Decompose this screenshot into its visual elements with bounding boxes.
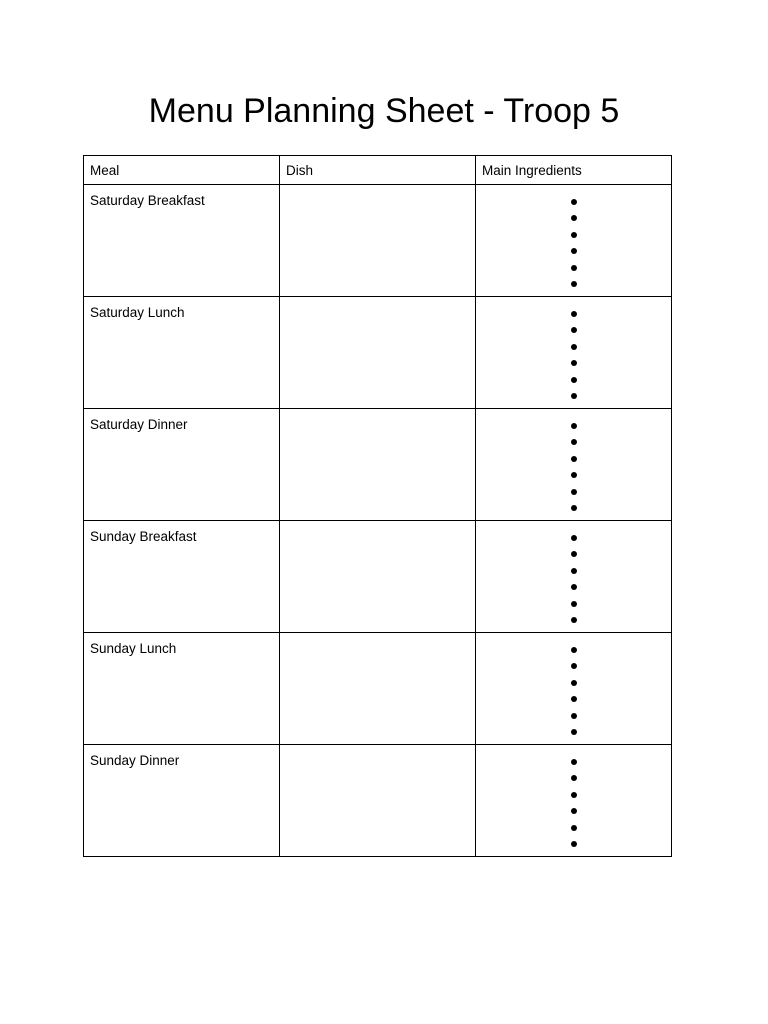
ingredient-bullet[interactable] [476,355,671,371]
page-title: Menu Planning Sheet - Troop 5 [148,92,620,130]
ingredient-bullet-list [476,409,671,516]
ingredient-bullet[interactable] [476,451,671,467]
ingredient-bullet[interactable] [476,434,671,450]
meal-label: Sunday Breakfast [90,529,197,544]
ingredient-bullet-list [476,521,671,628]
table-row [84,409,672,521]
meal-label: Saturday Lunch [90,305,185,320]
ingredient-bullet[interactable] [476,579,671,595]
table-row [84,745,672,857]
ingredient-bullet[interactable] [476,243,671,259]
dish-cell[interactable] [280,745,476,857]
ingredient-bullet[interactable] [476,210,671,226]
ingredient-bullet[interactable] [476,724,671,740]
ingredients-cell[interactable] [476,521,672,633]
ingredient-bullet[interactable] [476,306,671,322]
ingredients-cell[interactable] [476,297,672,409]
table-row [84,297,672,409]
menu-planning-table [83,155,672,857]
ingredient-bullet[interactable] [476,500,671,516]
ingredient-bullet[interactable] [476,260,671,276]
ingredient-bullet[interactable] [476,658,671,674]
ingredient-bullet-list [476,297,671,404]
ingredients-cell[interactable] [476,745,672,857]
ingredient-bullet[interactable] [476,642,671,658]
table-row [84,521,672,633]
ingredient-bullet[interactable] [476,836,671,852]
ingredient-bullet[interactable] [476,194,671,210]
meal-cell [84,521,280,633]
dish-cell[interactable] [280,297,476,409]
meal-cell [84,409,280,521]
table-row [84,185,672,297]
ingredient-bullet[interactable] [476,388,671,404]
ingredient-bullet-list [476,185,671,292]
meal-cell [84,185,280,297]
ingredient-bullet[interactable] [476,339,671,355]
ingredient-bullet[interactable] [476,276,671,292]
ingredient-bullet[interactable] [476,484,671,500]
meal-label: Sunday Lunch [90,641,177,656]
ingredient-bullet[interactable] [476,612,671,628]
ingredient-bullet[interactable] [476,691,671,707]
dish-cell[interactable] [280,185,476,297]
table-header-row [84,156,672,185]
ingredient-bullet[interactable] [476,675,671,691]
dish-cell[interactable] [280,521,476,633]
ingredient-bullet[interactable] [476,770,671,786]
ingredient-bullet[interactable] [476,563,671,579]
meal-label: Sunday Dinner [90,753,180,768]
header-meal: Meal [84,156,280,185]
meal-cell [84,745,280,857]
ingredient-bullet[interactable] [476,322,671,338]
dish-cell[interactable] [280,633,476,745]
ingredient-bullet-list [476,745,671,852]
ingredient-bullet[interactable] [476,820,671,836]
meal-cell [84,297,280,409]
ingredient-bullet[interactable] [476,803,671,819]
ingredient-bullet[interactable] [476,530,671,546]
meal-label: Saturday Breakfast [90,193,205,208]
table-row [84,633,672,745]
ingredient-bullet[interactable] [476,467,671,483]
ingredient-bullet[interactable] [476,708,671,724]
ingredient-bullet[interactable] [476,787,671,803]
ingredient-bullet[interactable] [476,372,671,388]
ingredient-bullet[interactable] [476,546,671,562]
ingredient-bullet[interactable] [476,227,671,243]
header-dish: Dish [280,156,476,185]
ingredients-cell[interactable] [476,185,672,297]
ingredient-bullet[interactable] [476,754,671,770]
meal-label: Saturday Dinner [90,417,188,432]
header-main-ingredients: Main Ingredients [476,156,672,185]
dish-cell[interactable] [280,409,476,521]
ingredients-cell[interactable] [476,409,672,521]
meal-cell [84,633,280,745]
ingredients-cell[interactable] [476,633,672,745]
ingredient-bullet[interactable] [476,596,671,612]
ingredient-bullet-list [476,633,671,740]
ingredient-bullet[interactable] [476,418,671,434]
